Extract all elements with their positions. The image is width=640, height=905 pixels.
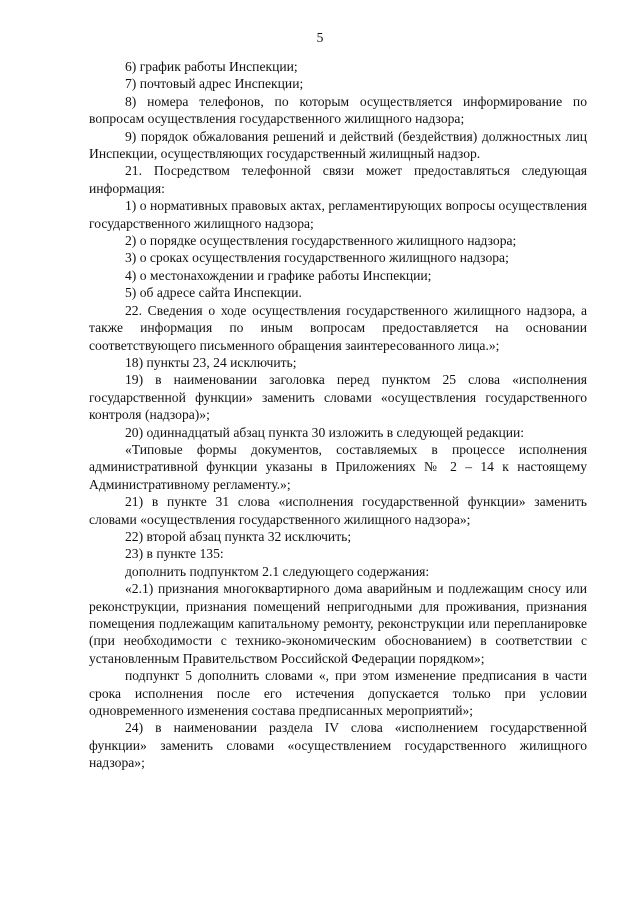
- paragraph: «2.1) признания многоквартирного дома аварийным и подлежащим сносу или реконструкции, признания помещений непригодными для проживания, признания помещения подлежащим капитальному ремонту, реконструкции или перепланировке (при необходимости с технико-экономическим обоснованием) в соответствии с установленным Правительством Российской Федерации порядком»;: [89, 581, 587, 666]
- paragraph: «Типовые формы документов, составляемых в процессе исполнения административной функции указаны в Приложениях № 2 – 14 к настоящему Административному регламенту.»;: [89, 441, 587, 492]
- paragraph: 22) второй абзац пункта 32 исключить;: [125, 528, 352, 544]
- paragraph: 5) об адресе сайта Инспекции.: [125, 285, 302, 301]
- document-body: [89, 58, 587, 772]
- paragraph: 9) порядок обжалования решений и действий (бездействия) должностных лиц Инспекции, осуществляющих государственный жилищный надзор.: [89, 128, 587, 162]
- paragraph: 21. Посредством телефонной связи может предоставляться следующая информация:: [89, 163, 587, 196]
- page-number: 5: [316, 30, 324, 45]
- paragraph: 6) график работы Инспекции;: [125, 59, 298, 74]
- paragraph: дополнить подпунктом 2.1 следующего содержания:: [125, 563, 430, 579]
- paragraph: 8) номера телефонов, по которым осуществляется информирование по вопросам осуществления государственного жилищного надзора;: [89, 93, 587, 127]
- paragraph: 19) в наименовании заголовка перед пунктом 25 слова «исполнения государственной функции» заменить словами «осуществления государственного контроля (надзора)»;: [89, 372, 587, 423]
- paragraph: 7) почтовый адрес Инспекции;: [125, 76, 304, 92]
- paragraph: 22. Сведения о ходе осуществления государственного жилищного надзора, а также информация по иным вопросам предоставляется на основании соответствующего письменного обращения заинтересованного лица.»;: [89, 302, 587, 353]
- paragraph: 23) в пункте 135:: [125, 546, 224, 562]
- paragraph: 20) одиннадцатый абзац пункта 30 изложить в следующей редакции:: [125, 424, 525, 440]
- paragraph: 4) о местонахождении и графике работы Инспекции;: [125, 267, 432, 283]
- paragraph: 18) пункты 23, 24 исключить;: [125, 354, 297, 370]
- paragraph: подпункт 5 дополнить словами «, при этом изменение предписания в части срока исполнения после его истечения допускается только при условии одновременного изменения состава предписанных мероприятий»;: [89, 668, 587, 719]
- paragraph: 24) в наименовании раздела IV слова «исполнением государственной функции» заменить словами «осуществлением государственного жилищного надзора»;: [89, 720, 587, 771]
- paragraph: 1) о нормативных правовых актах, регламентирующих вопросы осуществления государственного жилищного надзора;: [89, 198, 587, 231]
- paragraph: 21) в пункте 31 слова «исполнения государственной функции» заменить словами «осуществления государственного жилищного надзора»;: [89, 494, 587, 527]
- paragraph: 3) о сроках осуществления государственного жилищного надзора;: [125, 250, 509, 266]
- paragraph: 2) о порядке осуществления государственного жилищного надзора;: [125, 233, 517, 249]
